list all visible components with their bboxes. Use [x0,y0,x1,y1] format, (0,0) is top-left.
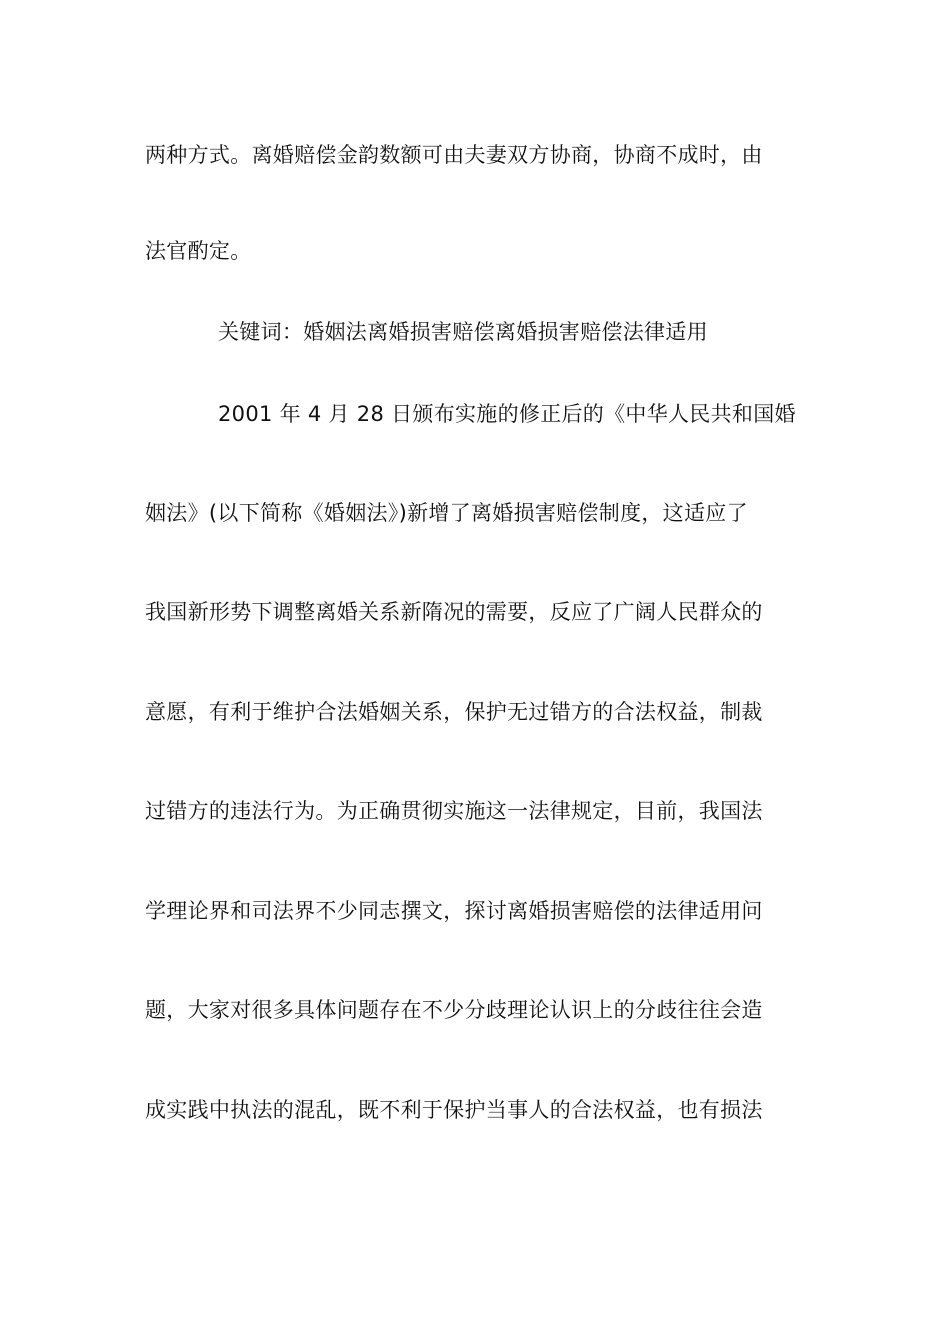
body-text-line: 过错方的违法行为。为正确贯彻实施这一法律规定，目前，我国法 [145,799,763,823]
keywords-line: 关键词：婚姻法离婚损害赔偿离婚损害赔偿法律适用 [218,320,708,344]
body-text-line: 两种方式。离婚赔偿金韵数额可由夫妻双方协商，协商不成时，由 [145,143,763,167]
body-text-line: 意愿，有利于维护合法婚姻关系，保护无过错方的合法权益，制裁 [145,700,763,724]
body-text-line: 成实践中执法的混乱，既不利于保护当事人的合法权益，也有损法 [145,1098,763,1122]
body-text-line: 学理论界和司法界不少同志撰文，探讨离婚损害赔偿的法律适用问 [145,899,763,923]
body-text-line: 题，大家对很多具体问题存在不少分歧理论认识上的分歧往往会造 [145,998,763,1022]
body-text-line: 法官酌定。 [145,239,252,263]
body-text-line: 我国新形势下调整离婚关系新隋况的需要，反应了广阔人民群众的 [145,600,763,624]
paragraph-first-line: 2001 年 4 月 28 日颁布实施的修正后的《中华人民共和国婚 [218,402,796,426]
body-text-line: 姻法》(以下简称《婚姻法》)新增了离婚损害赔偿制度，这适应了 [145,501,748,525]
